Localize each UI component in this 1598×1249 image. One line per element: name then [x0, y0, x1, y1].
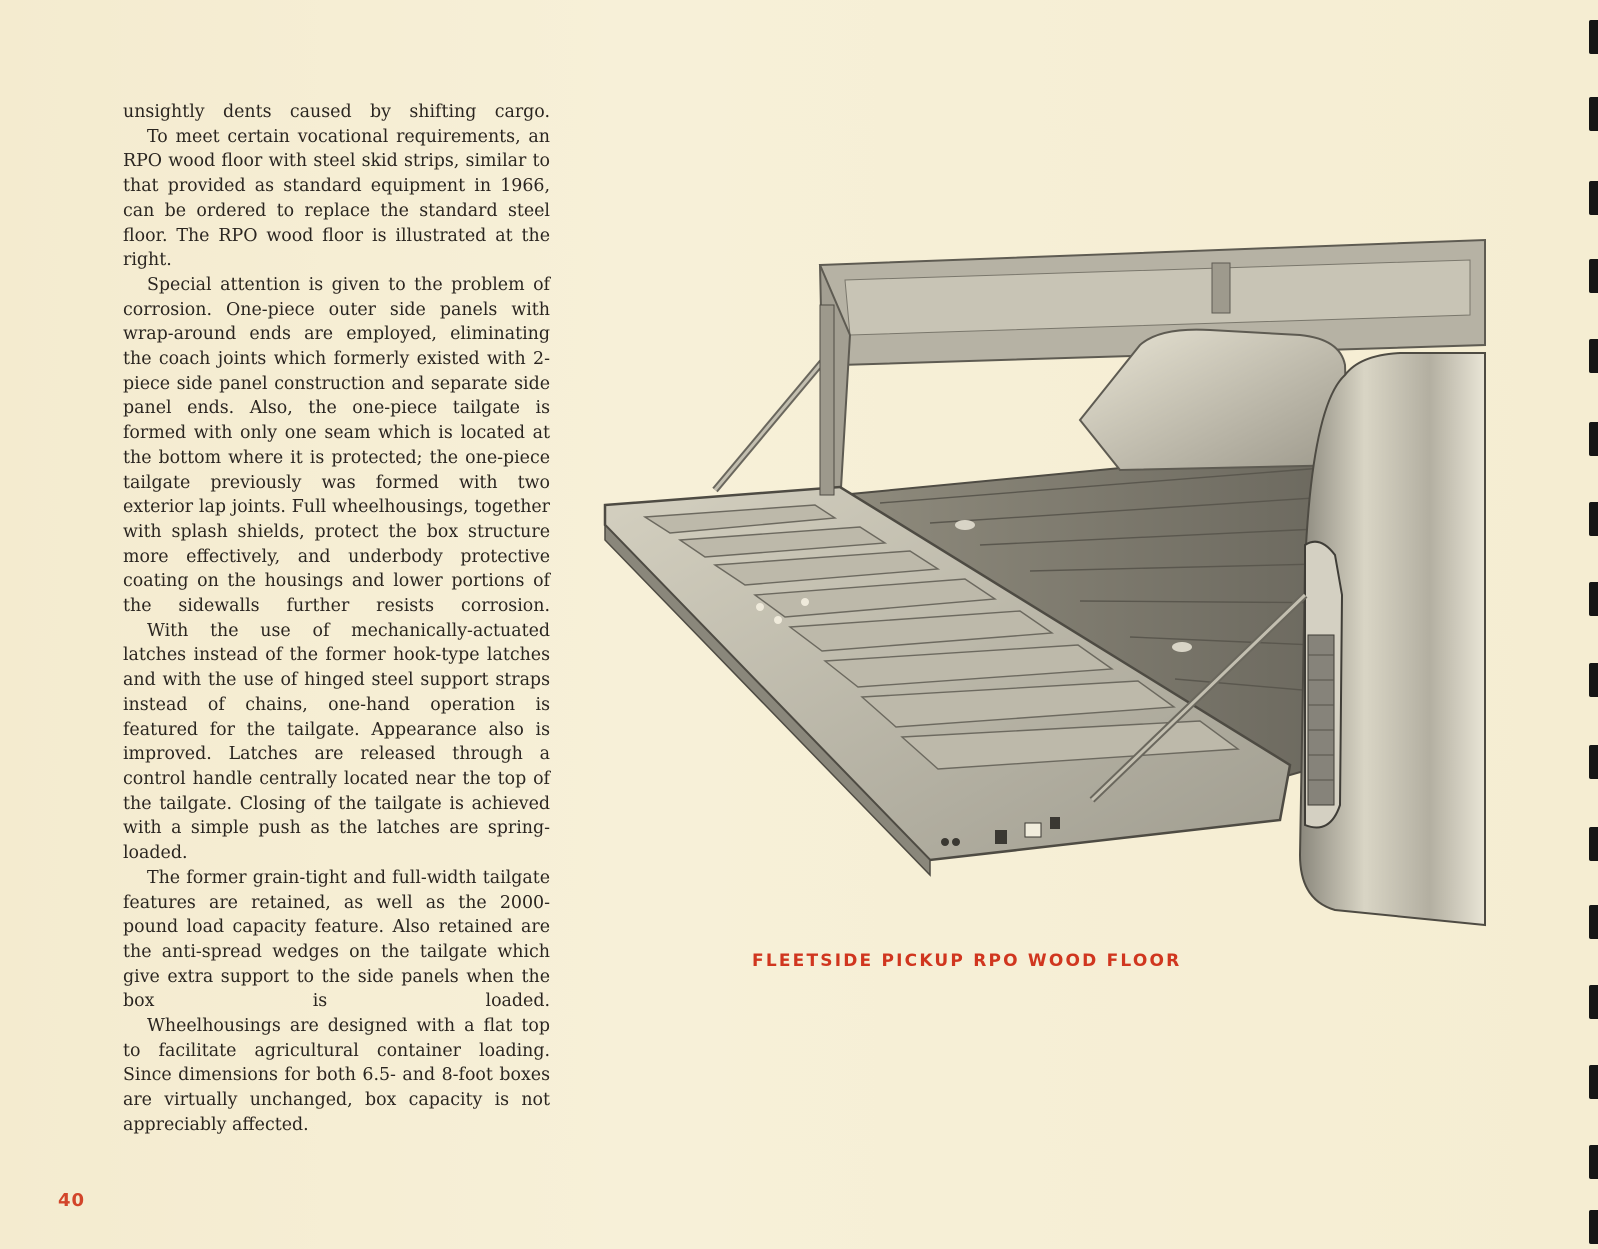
- body-text-column: [123, 100, 550, 1138]
- binding-hole: [1589, 20, 1598, 54]
- spiral-binding-holes: [1568, 0, 1598, 1249]
- paragraph-4: With the use of mechanically-actuated latches instead of the former hook-type latches and with the use of hinged steel support straps instead of chains, one-hand operation is featured for the tailgate. Appearance also is improved. Latches are released through a control handle centrally located near the top of the tailgate. Closing of the tailgate is achieved with a simple push as the latches are spring-loaded.: [123, 620, 550, 864]
- binding-hole: [1589, 985, 1598, 1019]
- binding-hole: [1589, 259, 1598, 293]
- paragraph-3: Special attention is given to the problem of corrosion. One-piece outer side panels with wrap-around ends are employed, eliminating the coach joints which formerly existed with 2-piece side panel construction and separate side panel ends. Also, the one-piece tailgate is formed with only one seam which is located at the bottom where it is protected; the one-piece tailgate previously was formed with two exterior lap joints. Full wheelhousings, together with splash shields, protect the box structure more effectively, and underbody protective coating on the housings and lower portions of the sidewalls further resists corrosion.: [123, 274, 550, 617]
- binding-hole: [1589, 663, 1598, 697]
- binding-hole: [1589, 97, 1598, 131]
- binding-hole: [1589, 422, 1598, 456]
- pickup-bed-illustration: [600, 235, 1490, 935]
- binding-hole: [1589, 502, 1598, 536]
- paragraph-2: To meet certain vocational requirements, an RPO wood floor with steel skid strips, similar to that provided as standard equipment in 1966, can be ordered to replace the standard steel floor. The RPO wood floor is illustrated at the right.: [123, 126, 550, 271]
- paragraph-1: unsightly dents caused by shifting cargo.: [123, 102, 550, 122]
- binding-hole: [1589, 1065, 1598, 1099]
- binding-hole: [1589, 582, 1598, 616]
- paragraph-5: The former grain-tight and full-width tailgate features are retained, as well as the 2000-pound load capacity feature. Also retained are the anti-spread wedges on the tailgate which give extra support to the side panels when the box is loaded.: [123, 867, 550, 1012]
- binding-hole: [1589, 1145, 1598, 1179]
- paragraph-6: Wheelhousings are designed with a flat top to facilitate agricultural container loading. Since dimensions for both 6.5- and 8-foot boxes are virtually unchanged, box capacity is not appreciably affected.: [123, 1016, 550, 1135]
- binding-hole: [1589, 745, 1598, 779]
- binding-hole: [1589, 827, 1598, 861]
- page-number: 40: [58, 1190, 86, 1211]
- binding-hole: [1589, 181, 1598, 215]
- binding-hole: [1589, 905, 1598, 939]
- binding-hole: [1589, 339, 1598, 373]
- binding-hole: [1589, 1210, 1598, 1244]
- illustration-caption: FLEETSIDE PICKUP RPO WOOD FLOOR: [752, 951, 1182, 971]
